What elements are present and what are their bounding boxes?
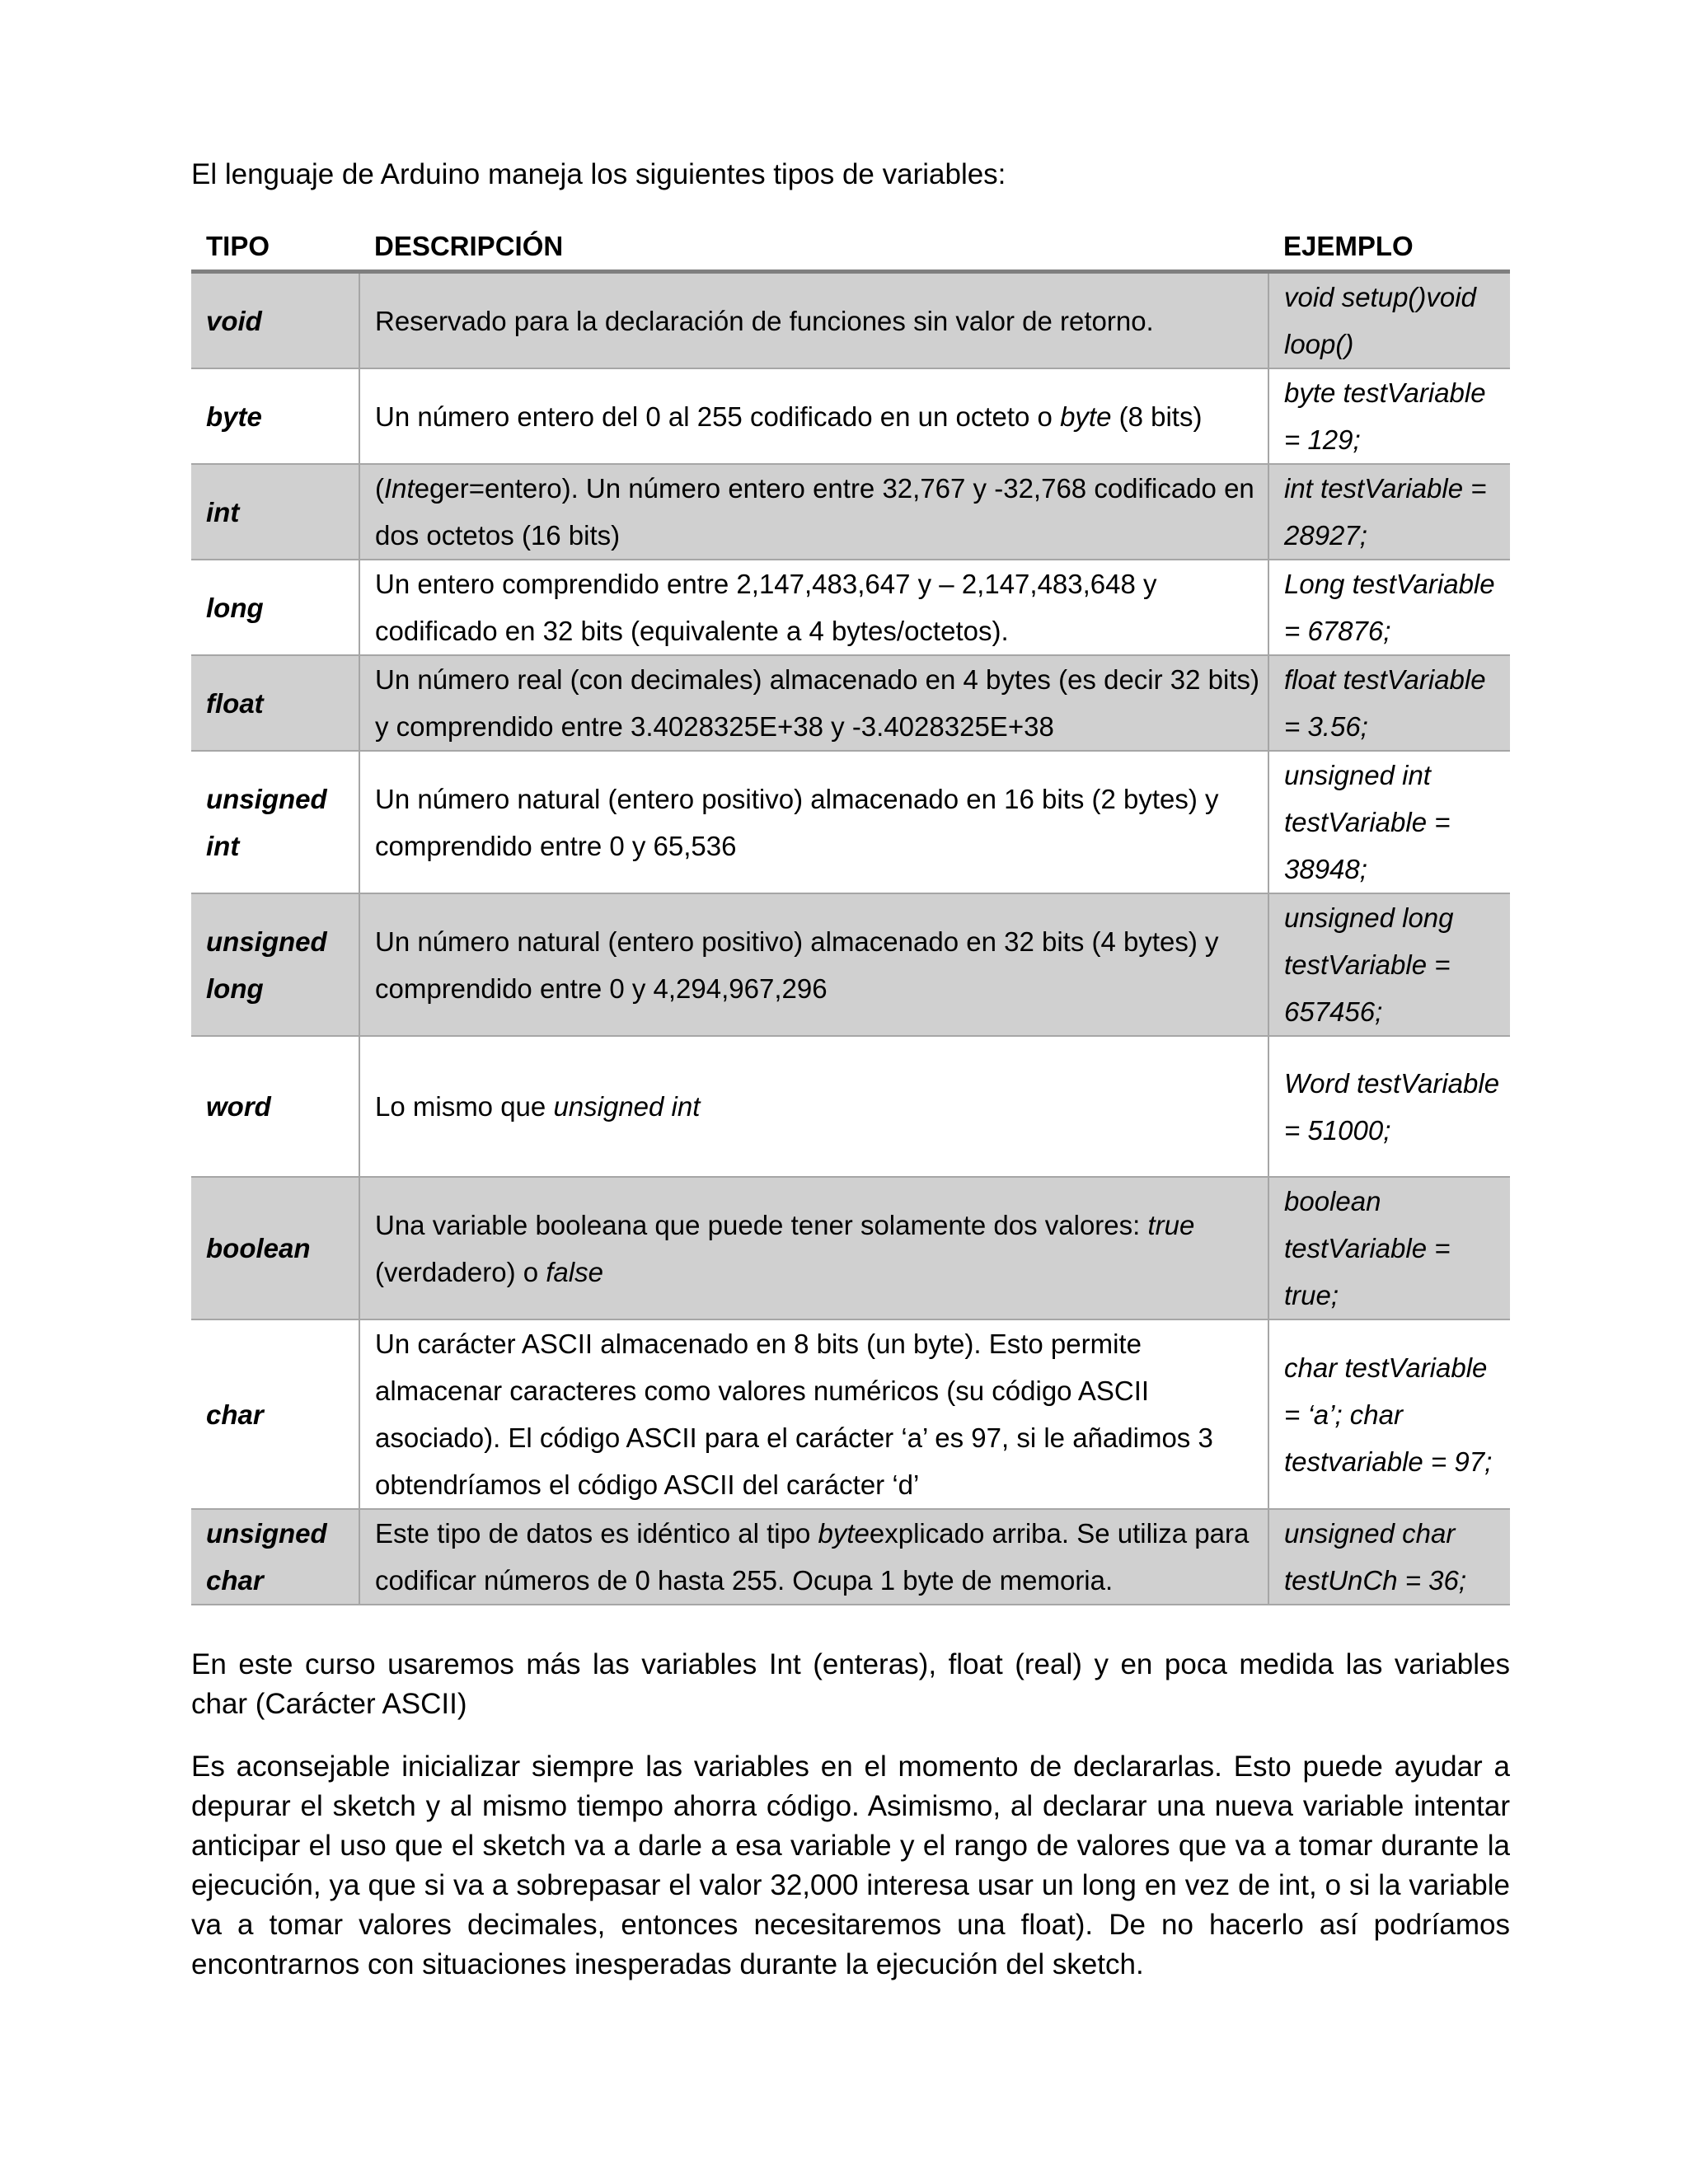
paragraph-course-note: En este curso usaremos más las variables Int (enteras), float (real) y en poca medida las variables char (Carácter ASCII) (191, 1648, 1510, 1720)
example-cell: float testVariable = 3.56; (1268, 655, 1510, 751)
example-cell: Long testVariable = 67876; (1268, 560, 1510, 655)
table-row (191, 893, 1510, 1036)
type-cell: unsigned int (191, 751, 359, 893)
example-cell: byte testVariable = 129; (1268, 368, 1510, 464)
description-cell: (Integer=entero). Un número entero entre 32,767 y -32,768 codificado en dos octetos (16 bits) (359, 464, 1268, 560)
table-row (191, 368, 1510, 464)
table-header-row (191, 223, 1510, 272)
description-cell: Un número entero del 0 al 255 codificado en un octeto o byte (8 bits) (359, 368, 1268, 464)
table-row (191, 272, 1510, 369)
example-cell: int testVariable = 28927; (1268, 464, 1510, 560)
header-ejemplo: EJEMPLO (1268, 223, 1510, 272)
table-row (191, 464, 1510, 560)
type-cell: float (191, 655, 359, 751)
type-cell: unsigned long (191, 893, 359, 1036)
table-row (191, 1036, 1510, 1177)
table-row (191, 560, 1510, 655)
description-cell: Reservado para la declaración de funciones sin valor de retorno. (359, 272, 1268, 369)
example-cell: char testVariable = ‘a’; char testvariable = 97; (1268, 1319, 1510, 1509)
type-cell: long (191, 560, 359, 655)
type-cell: byte (191, 368, 359, 464)
type-cell: boolean (191, 1177, 359, 1319)
example-cell: unsigned char testUnCh = 36; (1268, 1509, 1510, 1605)
paragraph-initialization-advice: Es aconsejable inicializar siempre las variables en el momento de declararlas. Esto puede ayudar a depurar el sketch y al mismo tiempo ahorra código. Asimismo, al declarar una nueva variable intentar anticipar el uso que el sketch va a darle a esa variable y el rango de valores que va a tomar durante la ejecución, ya que si va a sobrepasar el valor 32,000 interesa usar un long en vez de int, o si la variable va a tomar valores decimales, entonces necesitaremos una float). De no hacerlo así podríamos encontrarnos con situaciones inesperadas durante la ejecución del sketch. (191, 1750, 1510, 1980)
description-cell: Una variable booleana que puede tener solamente dos valores: true (verdadero) o false (359, 1177, 1268, 1319)
header-tipo: TIPO (191, 223, 359, 272)
type-cell: char (191, 1319, 359, 1509)
table-row (191, 655, 1510, 751)
example-cell: Word testVariable = 51000; (1268, 1036, 1510, 1177)
type-cell: unsigned char (191, 1509, 359, 1605)
example-cell: unsigned int testVariable = 38948; (1268, 751, 1510, 893)
example-cell: void setup()void loop() (1268, 272, 1510, 369)
table-row (191, 751, 1510, 893)
table-row (191, 1177, 1510, 1319)
intro-text: El lenguaje de Arduino maneja los siguientes tipos de variables: (191, 158, 1006, 190)
type-cell: void (191, 272, 359, 369)
description-cell: Un número natural (entero positivo) almacenado en 32 bits (4 bytes) y comprendido entre 0 y 4,294,967,296 (359, 893, 1268, 1036)
description-cell: Un entero comprendido entre 2,147,483,647 y – 2,147,483,648 y codificado en 32 bits (equivalente a 4 bytes/octetos). (359, 560, 1268, 655)
example-cell: unsigned long testVariable = 657456; (1268, 893, 1510, 1036)
example-cell: boolean testVariable = true; (1268, 1177, 1510, 1319)
description-cell: Este tipo de datos es idéntico al tipo byteexplicado arriba. Se utiliza para codificar números de 0 hasta 255. Ocupa 1 byte de memoria. (359, 1509, 1268, 1605)
table-row (191, 1509, 1510, 1605)
table-row (191, 1319, 1510, 1509)
description-cell: Un carácter ASCII almacenado en 8 bits (un byte). Esto permite almacenar caracteres como valores numéricos (su código ASCII asociado). El código ASCII para el carácter ‘a’ es 97, si le añadimos 3 obtendríamos el código ASCII del carácter ‘d’ (359, 1319, 1268, 1509)
description-cell: Lo mismo que unsigned int (359, 1036, 1268, 1177)
type-cell: word (191, 1036, 359, 1177)
header-descripcion: DESCRIPCIÓN (359, 223, 1268, 272)
description-cell: Un número natural (entero positivo) almacenado en 16 bits (2 bytes) y comprendido entre 0 y 65,536 (359, 751, 1268, 893)
description-cell: Un número real (con decimales) almacenado en 4 bytes (es decir 32 bits) y comprendido entre 3.4028325E+38 y -3.4028325E+38 (359, 655, 1268, 751)
type-cell: int (191, 464, 359, 560)
variable-types-table (191, 223, 1510, 1605)
